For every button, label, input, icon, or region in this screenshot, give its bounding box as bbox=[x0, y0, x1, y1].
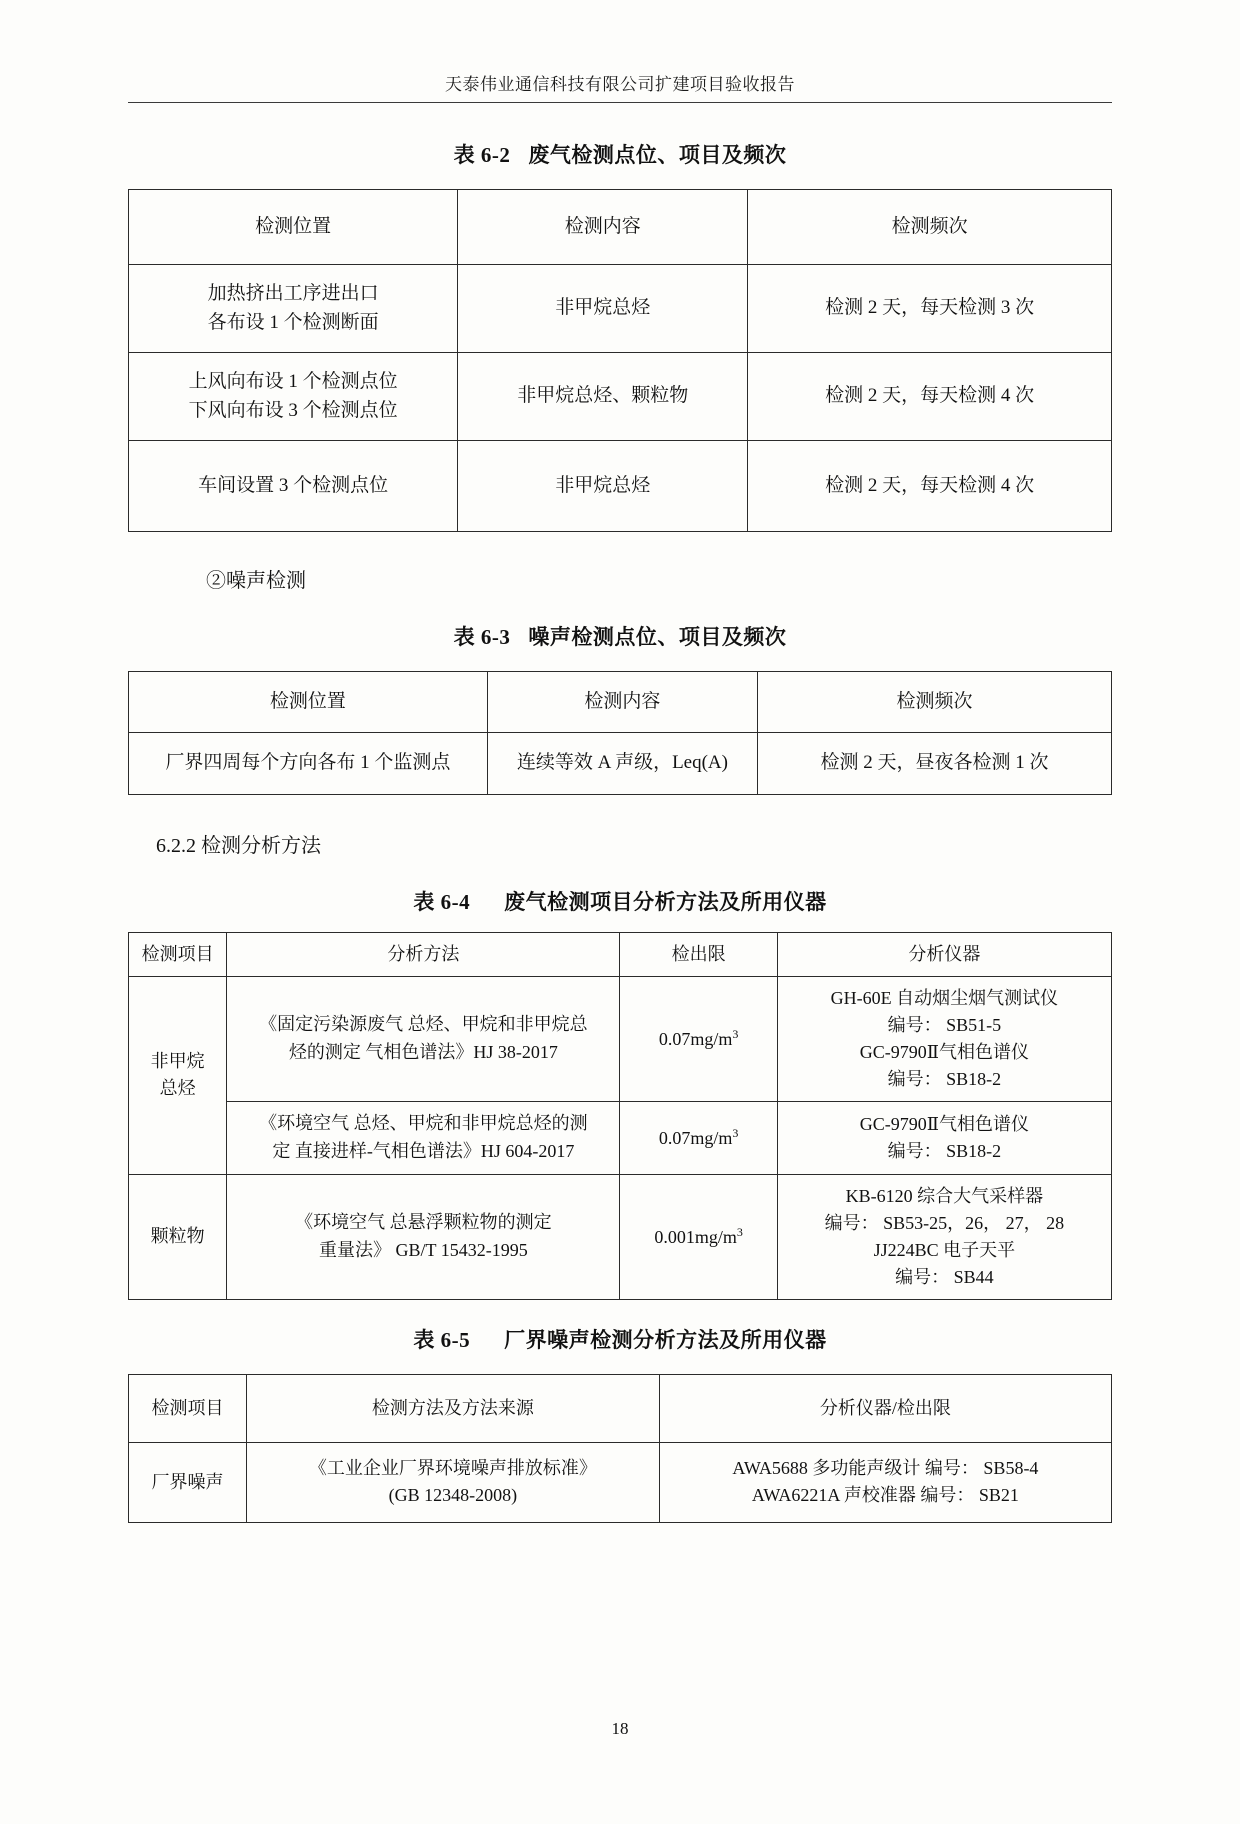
cell-content: 非甲烷总烃、颗粒物 bbox=[458, 352, 748, 440]
cell-location: 厂界四周每个方向各布 1 个监测点 bbox=[129, 733, 488, 795]
column-header-method: 检测方法及方法来源 bbox=[246, 1374, 659, 1442]
table-6-2-caption-text: 废气检测点位、项目及频次 bbox=[528, 143, 787, 167]
cell-instrument-line4: 编号： SB18-2 bbox=[887, 1068, 1002, 1089]
column-header-content: 检测内容 bbox=[458, 190, 748, 265]
cell-limit bbox=[620, 1101, 777, 1174]
column-header-method: 分析方法 bbox=[227, 932, 620, 976]
column-header-item: 检测项目 bbox=[129, 1374, 247, 1442]
cell-limit-exponent: 3 bbox=[736, 1224, 743, 1239]
cell-limit-exponent: 3 bbox=[732, 1026, 739, 1041]
cell-method-line1: 《环境空气 总悬浮颗粒物的测定 bbox=[295, 1211, 552, 1232]
column-header-item: 检测项目 bbox=[129, 932, 227, 976]
cell-method-line2: (GB 12348-2008) bbox=[388, 1485, 518, 1506]
table-6-3-caption-text: 噪声检测点位、项目及频次 bbox=[528, 624, 787, 649]
cell-item: 厂界噪声 bbox=[129, 1442, 247, 1523]
cell-instrument bbox=[777, 1174, 1111, 1299]
column-header-location: 检测位置 bbox=[129, 190, 458, 265]
cell-item: 颗粒物 bbox=[129, 1174, 227, 1299]
table-6-3 bbox=[128, 671, 1112, 795]
table-6-5-caption bbox=[128, 1324, 1112, 1354]
table-row bbox=[129, 1101, 1112, 1174]
noise-section-label: ②噪声检测 bbox=[206, 569, 306, 592]
cell-location-line2: 各布设 1 个检测断面 bbox=[207, 312, 379, 334]
cell-instrument-line2: 编号： SB53-25，26， 27， 28 bbox=[824, 1212, 1065, 1233]
cell-limit bbox=[620, 976, 777, 1101]
table-6-4-caption-text: 废气检测项目分析方法及所用仪器 bbox=[504, 889, 827, 914]
cell-instrument-line1: GC-9790Ⅱ气相色谱仪 bbox=[859, 1113, 1029, 1134]
table-row bbox=[129, 440, 1112, 531]
cell-location: 车间设置 3 个检测点位 bbox=[129, 440, 458, 531]
cell-limit-value: 0.07mg/m bbox=[658, 1127, 733, 1148]
cell-location-line2: 下风向布设 3 个检测点位 bbox=[188, 400, 398, 422]
table-row bbox=[129, 1442, 1112, 1523]
cell-limit-value: 0.001mg/m bbox=[654, 1226, 737, 1247]
table-row bbox=[129, 733, 1112, 795]
table-row bbox=[129, 265, 1112, 353]
cell-method-line2: 烃的测定 气相色谱法》HJ 38-2017 bbox=[288, 1041, 558, 1062]
cell-method-line2: 重量法》 GB/T 15432-1995 bbox=[319, 1239, 528, 1260]
table-row bbox=[129, 976, 1112, 1101]
column-header-frequency: 检测频次 bbox=[758, 671, 1112, 733]
cell-method-line1: 《工业企业厂界环境噪声排放标准》 bbox=[308, 1457, 597, 1478]
table-row bbox=[129, 190, 1112, 265]
column-header-content: 检测内容 bbox=[487, 671, 757, 733]
cell-item-line2: 总烃 bbox=[159, 1078, 196, 1099]
cell-content: 非甲烷总烃 bbox=[458, 440, 748, 531]
cell-frequency: 检测 2 天，昼夜各检测 1 次 bbox=[758, 733, 1112, 795]
cell-frequency: 检测 2 天，每天检测 4 次 bbox=[748, 440, 1112, 531]
cell-instrument-line4: 编号： SB44 bbox=[895, 1266, 994, 1287]
cell-instrument-line1: AWA5688 多功能声级计 编号： SB58-4 bbox=[732, 1457, 1039, 1478]
table-6-4-caption bbox=[128, 886, 1112, 916]
column-header-limit: 检出限 bbox=[620, 932, 777, 976]
cell-method bbox=[227, 1101, 620, 1174]
cell-method-line2: 定 直接进样-气相色谱法》HJ 604-2017 bbox=[272, 1140, 575, 1161]
cell-location-line1: 上风向布设 1 个检测点位 bbox=[188, 370, 398, 392]
table-row bbox=[129, 671, 1112, 733]
cell-location bbox=[129, 352, 458, 440]
table-6-4 bbox=[128, 932, 1112, 1300]
cell-instrument-line1: KB-6120 综合大气采样器 bbox=[845, 1185, 1044, 1206]
table-6-2 bbox=[128, 189, 1112, 532]
cell-frequency: 检测 2 天，每天检测 4 次 bbox=[748, 352, 1112, 440]
table-6-4-caption-number: 表 6-4 bbox=[413, 889, 471, 914]
table-6-3-caption bbox=[128, 621, 1112, 651]
cell-method-line1: 《环境空气 总烃、甲烷和非甲烷总烃的测 bbox=[259, 1112, 588, 1133]
cell-item bbox=[129, 976, 227, 1174]
cell-instrument-line3: GC-9790Ⅱ气相色谱仪 bbox=[859, 1041, 1029, 1062]
table-6-5 bbox=[128, 1374, 1112, 1524]
table-6-2-caption-number: 表 6-2 bbox=[453, 143, 511, 167]
table-row bbox=[129, 932, 1112, 976]
cell-instrument bbox=[659, 1442, 1111, 1523]
cell-frequency: 检测 2 天，每天检测 3 次 bbox=[748, 265, 1112, 353]
cell-instrument bbox=[777, 976, 1111, 1101]
table-6-5-caption-text: 厂界噪声检测分析方法及所用仪器 bbox=[504, 1327, 827, 1352]
cell-item-line1: 非甲烷 bbox=[150, 1051, 205, 1072]
cell-location bbox=[129, 265, 458, 353]
cell-instrument-line2: AWA6221A 声校准器 编号： SB21 bbox=[751, 1485, 1019, 1506]
cell-instrument-line2: 编号： SB51-5 bbox=[887, 1014, 1002, 1035]
cell-instrument-line1: GH-60E 自动烟尘烟气测试仪 bbox=[830, 987, 1059, 1008]
table-6-3-caption-number: 表 6-3 bbox=[453, 624, 511, 649]
cell-content: 非甲烷总烃 bbox=[458, 265, 748, 353]
column-header-instrument: 分析仪器/检出限 bbox=[659, 1374, 1111, 1442]
cell-method bbox=[246, 1442, 659, 1523]
table-6-2-caption bbox=[128, 139, 1112, 169]
cell-method bbox=[227, 976, 620, 1101]
cell-method-line1: 《固定污染源废气 总烃、甲烷和非甲烷总 bbox=[259, 1013, 588, 1034]
table-row bbox=[129, 352, 1112, 440]
column-header-frequency: 检测频次 bbox=[748, 190, 1112, 265]
cell-location-line1: 加热挤出工序进出口 bbox=[207, 283, 379, 304]
cell-limit-value: 0.07mg/m bbox=[658, 1028, 733, 1049]
table-row bbox=[129, 1374, 1112, 1442]
document-page bbox=[0, 70, 1240, 1824]
cell-content: 连续等效 A 声级，Leq(A) bbox=[487, 733, 757, 795]
cell-limit bbox=[620, 1174, 777, 1299]
cell-method bbox=[227, 1174, 620, 1299]
page-number: 18 bbox=[611, 1719, 629, 1738]
table-6-5-caption-number: 表 6-5 bbox=[413, 1327, 471, 1352]
column-header-location: 检测位置 bbox=[129, 671, 488, 733]
column-header-instrument: 分析仪器 bbox=[777, 932, 1111, 976]
cell-instrument-line2: 编号： SB18-2 bbox=[887, 1140, 1002, 1161]
cell-limit-exponent: 3 bbox=[732, 1125, 739, 1140]
page-header: 天泰伟业通信科技有限公司扩建项目验收报告 bbox=[128, 70, 1112, 103]
section-heading-6-2-2: 6.2.2 检测分析方法 bbox=[156, 834, 321, 857]
cell-instrument-line3: JJ224BC 电子天平 bbox=[873, 1239, 1016, 1260]
cell-instrument bbox=[777, 1101, 1111, 1174]
table-row bbox=[129, 1174, 1112, 1299]
